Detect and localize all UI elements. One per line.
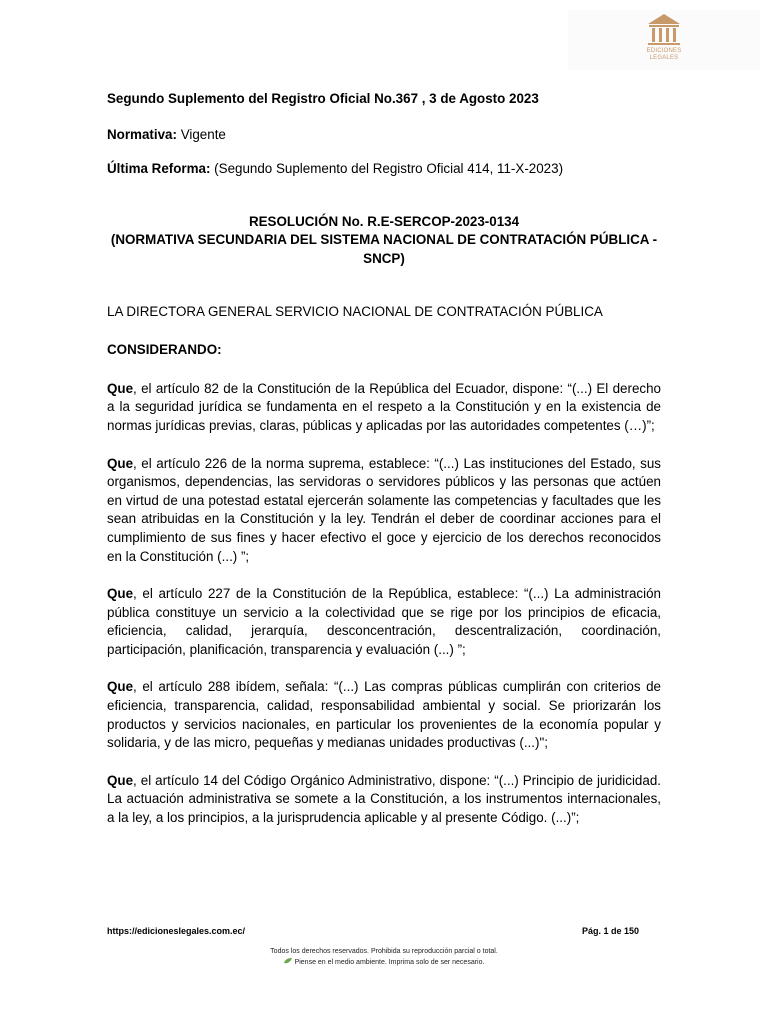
leaf-icon — [284, 958, 292, 964]
logo-brand-line1: EDICIONES — [646, 48, 682, 54]
logo-brand-line2: LEGALES — [649, 55, 679, 61]
considerando-heading: CONSIDERANDO: — [107, 342, 222, 358]
document-title — [107, 213, 661, 269]
ultima-reforma-label: Última Reforma: — [107, 161, 211, 177]
registro-oficial-heading: Segundo Suplemento del Registro Oficial No.367 , 3 de Agosto 2023 — [107, 91, 539, 106]
rights-reserved-text: Todos los derechos reservados. Prohibida su reproducción parcial o total. — [270, 948, 498, 955]
document-body — [107, 90, 661, 847]
paragraph-lead: Que — [107, 380, 134, 396]
environment-note — [0, 957, 768, 968]
paragraph-lead: Que — [107, 679, 134, 695]
paragraph-text: , el artículo 227 de la Constitución de la República, establece: “(...) La administración pública constituye un servicio a la colectividad que se rige por los principios de eficacia, eficiencia, calidad, jerarquía, desconcentración, descentralización, coordinación, participación, planificación, transparencia y evaluación (...) ”; — [107, 586, 661, 657]
authority-line: LA DIRECTORA GENERAL SERVICIO NACIONAL DE CONTRATACIÓN PÚBLICA — [107, 303, 603, 319]
footer-website-link[interactable]: https://edicioneslegales.com.ec/ — [107, 926, 246, 936]
normativa-line — [107, 126, 661, 145]
environment-text: Piense en el medio ambiente. Imprima solo de ser necesario. — [294, 959, 485, 966]
paragraph-text: , el artículo 226 de la norma suprema, establece: “(...) Las instituciones del Estado, sus organismos, dependencias, las servidoras o servidores públicos y las personas que actúen en virtud de una potestad estatal ejercerán solamente las competencias y facultades que les sean atribuidas en la Constitución y la ley. Tendrán el deber de coordinar acciones para el cumplimiento de sus fines y hacer efectivo el goce y ejercicio de los derechos reconocidos en la Constitución (...) ”; — [107, 455, 661, 564]
normativa-value: Vigente — [180, 126, 226, 142]
resolucion-number: RESOLUCIÓN No. R.E-SERCOP-2023-0134 — [248, 213, 520, 229]
paragraph-que-1 — [107, 380, 661, 436]
paragraph-text: , el artículo 14 del Código Orgánico Administrativo, dispone: “(...) Principio de juridicidad. La actuación administrativa se somete a la Constitución, a los instrumentos internacionales, a la ley, a los principios, a la jurisprudencia aplicable y al presente Código. (...)”; — [107, 772, 661, 826]
page-number: Pág. 1 de 150 — [582, 926, 640, 936]
paragraph-que-4 — [107, 678, 661, 752]
ultima-reforma-value: (Segundo Suplemento del Registro Oficial 414, 11-X-2023) — [214, 161, 564, 177]
paragraph-lead: Que — [107, 772, 134, 788]
paragraph-lead: Que — [107, 586, 134, 602]
footer-notice — [0, 946, 768, 968]
ultima-reforma-line — [107, 160, 661, 179]
paragraph-que-2 — [107, 455, 661, 567]
paragraph-que-5 — [107, 772, 661, 828]
paragraph-text: , el artículo 288 ibídem, señala: “(...) Las compras públicas cumplirán con criterios de eficiencia, transparencia, calidad, responsabilidad ambiental y social. Se priorizarán los productos y servicios nacionales, en particular los provenientes de la economía popular y solidaria, y de las micro, pequeñas y medianas unidades productivas (...)"; — [107, 679, 661, 751]
paragraph-text: , el artículo 82 de la Constitución de la República del Ecuador, dispone: “(...) El derecho a la seguridad jurídica se fundamenta en el respeto a la Constitución y en la existencia de normas jurídicas previas, claras, públicas y aplicadas por las autoridades competentes (…)”; — [107, 380, 661, 433]
ediciones-legales-logo — [568, 10, 760, 70]
paragraph-lead: Que — [107, 455, 134, 471]
paragraph-que-3 — [107, 585, 661, 659]
normativa-label: Normativa: — [107, 126, 177, 142]
resolucion-subtitle: (NORMATIVA SECUNDARIA DEL SISTEMA NACIONAL DE CONTRATACIÓN PÚBLICA - SNCP) — [110, 232, 658, 266]
